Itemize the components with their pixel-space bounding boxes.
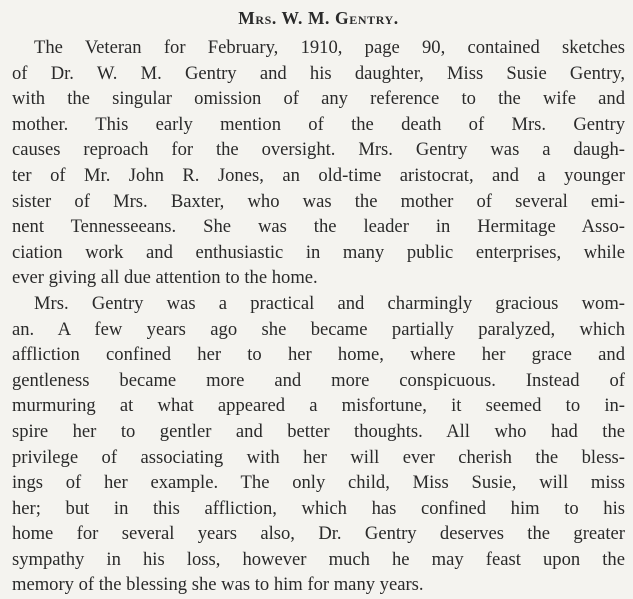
text-line: memory of the blessing she was to him for many years. (12, 574, 424, 596)
text-line: sympathy in his loss, however much he may feast upon the (12, 548, 625, 570)
text-line: spire her to gentler and better thoughts. All who had the (12, 420, 625, 442)
text-line: mother. This early mention of the death of Mrs. Gentry (12, 113, 625, 135)
text-line: privilege of associating with her will ever cherish the bless- (12, 446, 625, 468)
paragraph-1 (12, 35, 625, 291)
text-line: with the singular omission of any reference to the wife and (12, 88, 625, 110)
text-line: causes reproach for the oversight. Mrs. Gentry was a daugh- (12, 139, 625, 161)
text-line: sister of Mrs. Baxter, who was the mother of several emi- (12, 190, 625, 212)
text-line: ings of her example. The only child, Miss Susie, will miss (12, 472, 625, 494)
text-line: affliction confined her to her home, where her grace and (12, 344, 625, 366)
text-line: ciation work and enthusiastic in many public enterprises, while (12, 241, 625, 263)
text-line: gentleness became more and more conspicuous. Instead of (12, 369, 625, 391)
text-line: ter of Mr. John R. Jones, an old-time aristocrat, and a younger (12, 164, 625, 186)
text-line: The Veteran for February, 1910, page 90, contained sketches (34, 37, 625, 58)
article-title: Mrs. W. M. Gentry. (238, 8, 399, 28)
text-line: of Dr. W. M. Gentry and his daughter, Miss Susie Gentry, (12, 62, 625, 84)
text-line: Mrs. Gentry was a practical and charmingly gracious wom- (34, 292, 625, 314)
text-line: an. A few years ago she became partially paralyzed, which (12, 318, 625, 340)
text-line: ever giving all due attention to the home. (12, 267, 318, 289)
text-line: home for several years also, Dr. Gentry deserves the greater (12, 523, 625, 545)
text-line: nent Tennesseeans. She was the leader in Hermitage Asso- (12, 216, 625, 238)
text-line: murmuring at what appeared a misfortune, it seemed to in- (12, 395, 625, 417)
paragraph-2 (12, 291, 625, 598)
text-line: her; but in this affliction, which has confined him to his (12, 497, 625, 519)
